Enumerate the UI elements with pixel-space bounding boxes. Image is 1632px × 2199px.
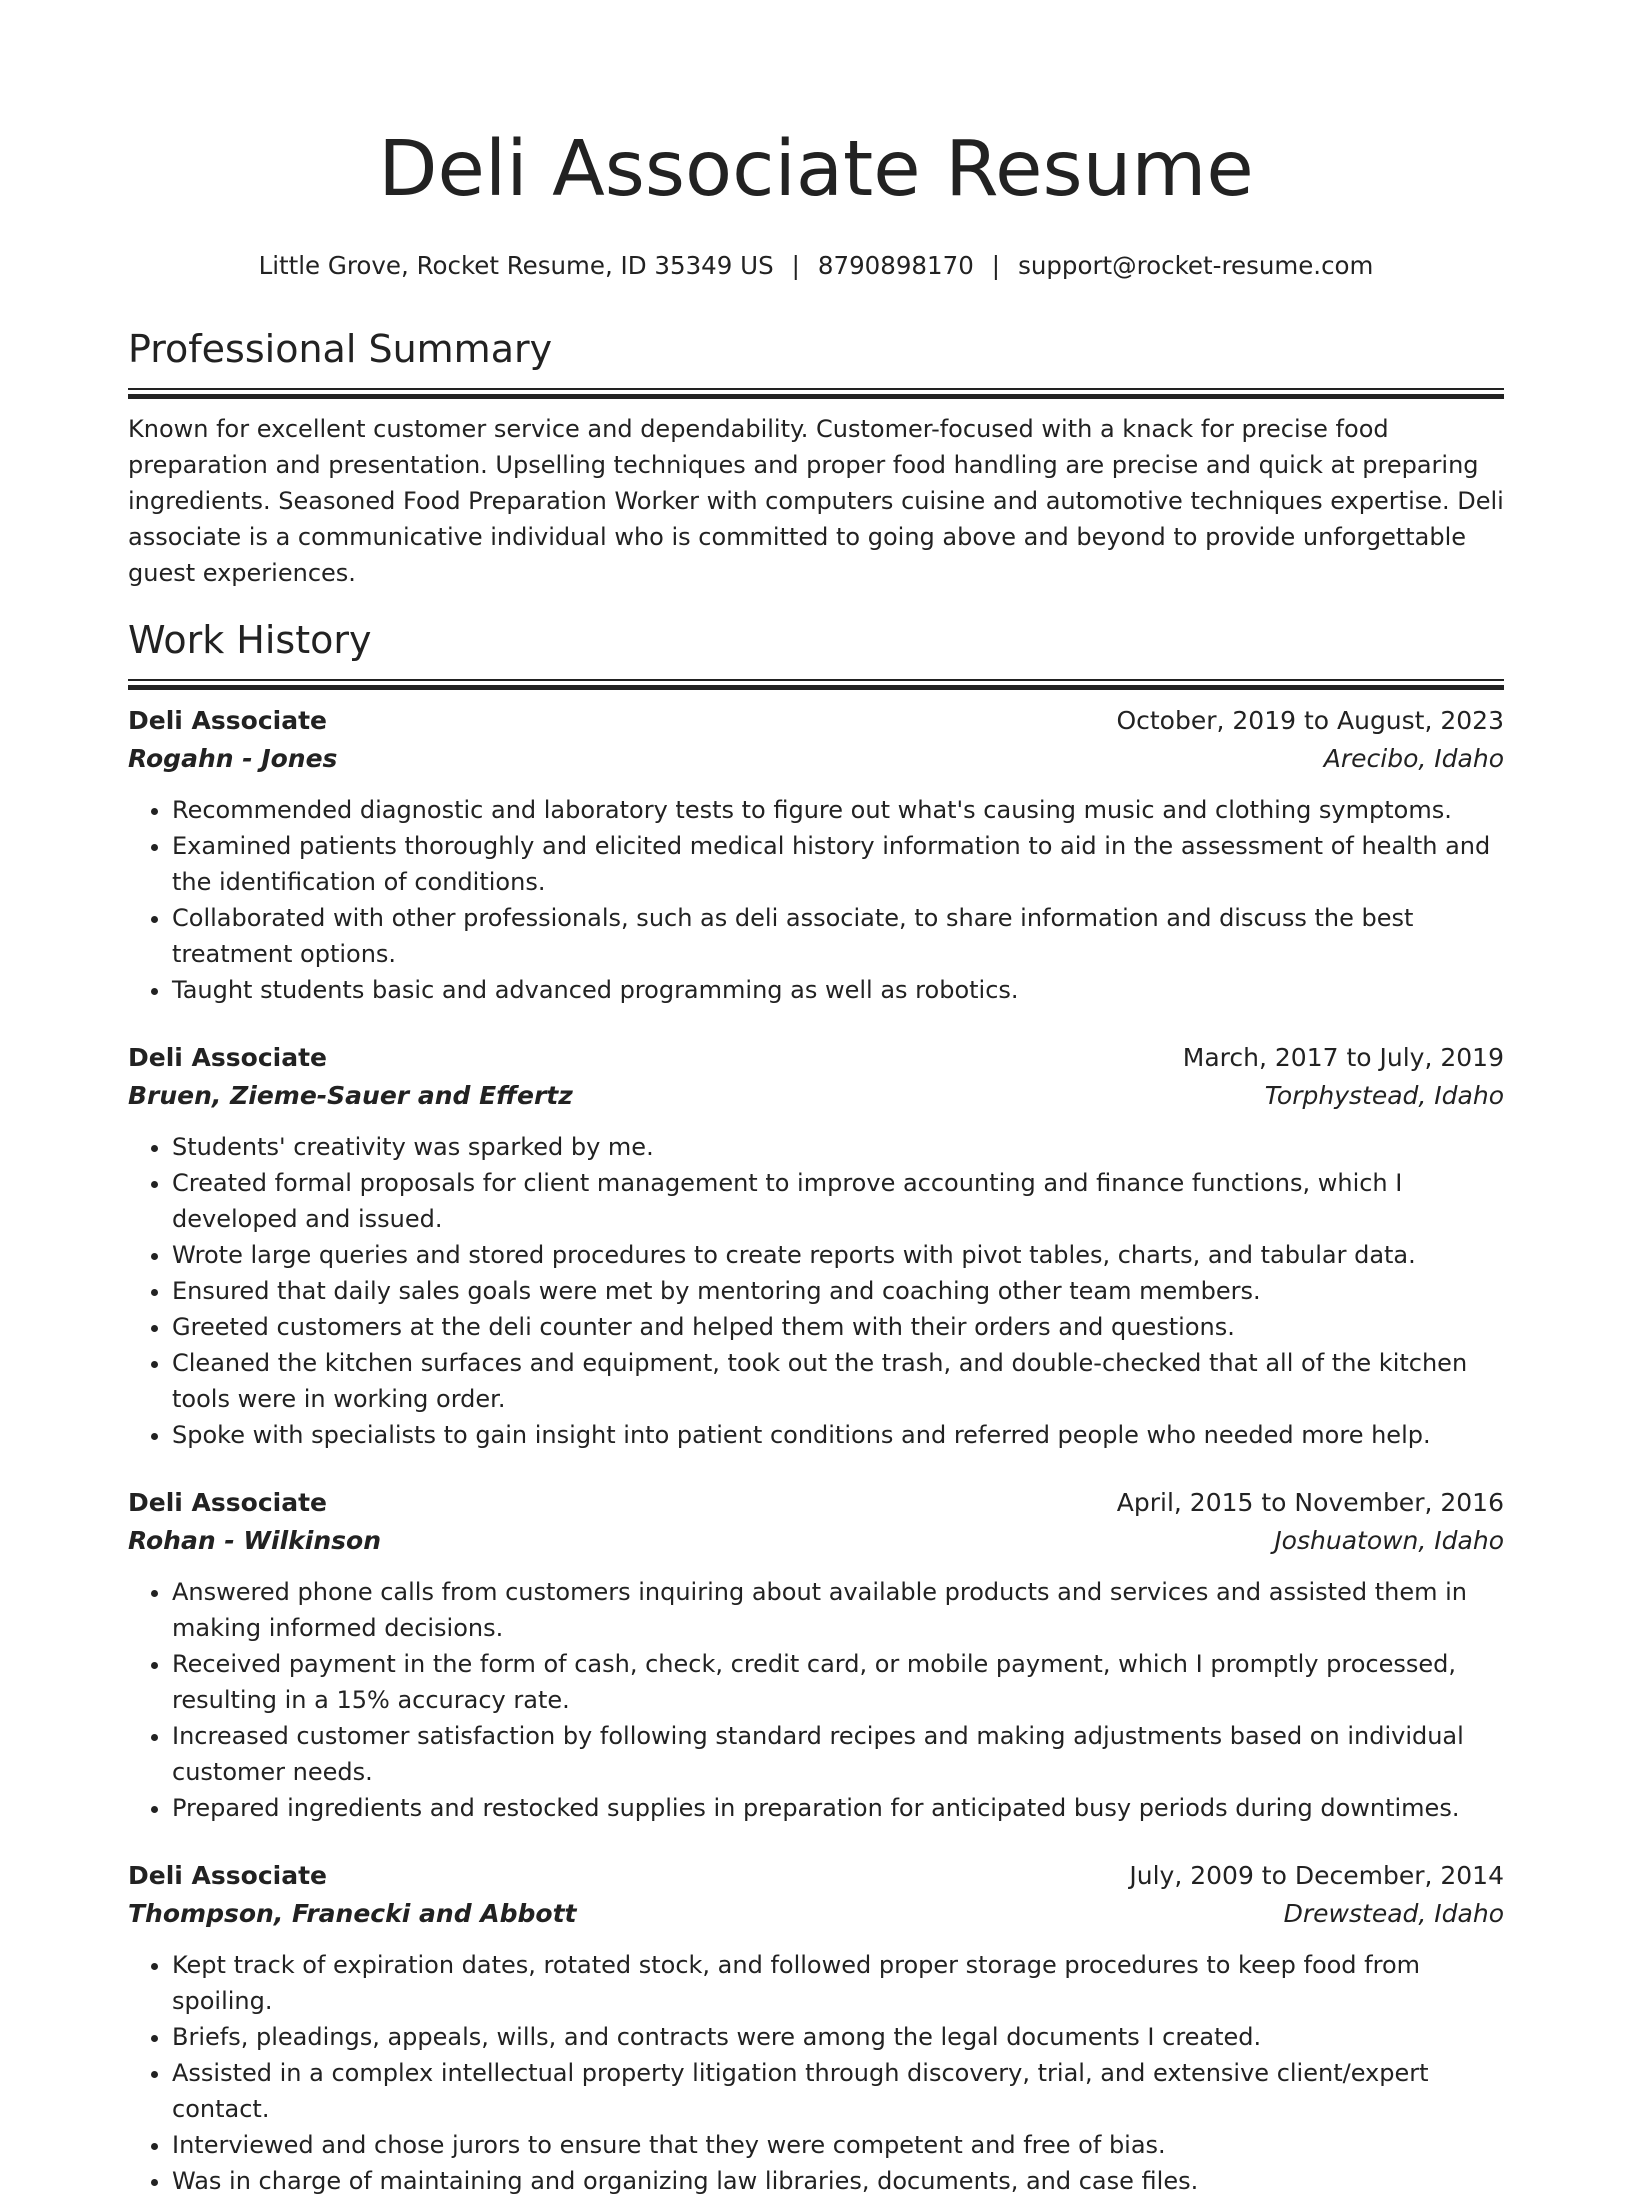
job-entry xyxy=(128,702,1504,1008)
job-bullet: • Spoke with specialists to gain insight into patient conditions and referred people who needed more help. xyxy=(172,1417,1504,1453)
job-company: Rogahn - Jones xyxy=(128,744,338,773)
professional-summary-section xyxy=(128,324,1504,591)
job-bullet: • Prepared ingredients and restocked supplies in preparation for anticipated busy periods during downtimes. xyxy=(172,1790,1504,1826)
job-bullet: • Students' creativity was sparked by me. xyxy=(172,1129,1504,1165)
job-bullet-list xyxy=(128,1129,1504,1453)
job-bullet: • Taught students basic and advanced programming as well as robotics. xyxy=(172,972,1504,1008)
job-location: Drewstead, Idaho xyxy=(1283,1899,1504,1928)
contact-email: support@rocket-resume.com xyxy=(1018,251,1374,280)
job-title: Deli Associate xyxy=(128,1488,327,1517)
section-heading-work-history: Work History xyxy=(128,618,372,662)
job-company: Bruen, Zieme-Sauer and Effertz xyxy=(128,1081,573,1110)
job-bullet: • Interviewed and chose jurors to ensure that they were competent and free of bias. xyxy=(172,2127,1504,2163)
job-bullet: • Collaborated with other professionals, such as deli associate, to share information and discuss the best treatment options. xyxy=(172,900,1504,972)
job-list xyxy=(128,702,1504,2199)
job-company: Rohan - Wilkinson xyxy=(128,1526,381,1555)
contact-separator: | xyxy=(991,251,1001,280)
job-entry xyxy=(128,1484,1504,1826)
job-bullet: • Greeted customers at the deli counter and helped them with their orders and questions. xyxy=(172,1309,1504,1345)
job-bullet: • Assisted in a complex intellectual property litigation through discovery, trial, and extensive client/expert contact. xyxy=(172,2055,1504,2127)
job-header-row xyxy=(128,1857,1504,1895)
job-bullet: • Briefs, pleadings, appeals, wills, and contracts were among the legal documents I created. xyxy=(172,2019,1504,2055)
job-company-row xyxy=(128,1077,1504,1115)
job-location: Torphystead, Idaho xyxy=(1264,1081,1504,1110)
job-bullet-list xyxy=(128,792,1504,1008)
contact-phone: 8790898170 xyxy=(817,251,974,280)
job-bullet: • Increased customer satisfaction by following standard recipes and making adjustments based on individual customer needs. xyxy=(172,1718,1504,1790)
job-bullet: • Recommended diagnostic and laboratory tests to figure out what's causing music and clothing symptoms. xyxy=(172,792,1504,828)
job-bullet: • Kept track of expiration dates, rotated stock, and followed proper storage procedures to keep food from spoiling. xyxy=(172,1947,1504,2019)
contact-line xyxy=(128,248,1504,284)
job-bullet: • Received payment in the form of cash, check, credit card, or mobile payment, which I promptly processed, resulting in a 15% accuracy rate. xyxy=(172,1646,1504,1718)
resume-title: Deli Associate Resume xyxy=(378,125,1254,214)
job-company-row xyxy=(128,1895,1504,1933)
job-title: Deli Associate xyxy=(128,1861,327,1890)
job-dates: July, 2009 to December, 2014 xyxy=(1129,1861,1504,1890)
job-bullet-list xyxy=(128,1947,1504,2199)
section-divider xyxy=(128,388,1504,401)
job-title: Deli Associate xyxy=(128,706,327,735)
contact-separator: | xyxy=(791,251,800,280)
job-dates: March, 2017 to July, 2019 xyxy=(1182,1043,1504,1072)
job-bullet-list xyxy=(128,1574,1504,1826)
job-bullet: • Examined patients thoroughly and elicited medical history information to aid in the assessment of health and the identification of conditions. xyxy=(172,828,1504,900)
section-divider xyxy=(128,679,1504,692)
job-header-row xyxy=(128,1039,1504,1077)
contact-address: Little Grove, Rocket Resume, ID 35349 US xyxy=(258,251,774,280)
job-company-row xyxy=(128,740,1504,778)
job-location: Arecibo, Idaho xyxy=(1323,744,1504,773)
job-bullet: • Wrote large queries and stored procedures to create reports with pivot tables, charts, and tabular data. xyxy=(172,1237,1504,1273)
job-entry xyxy=(128,1039,1504,1453)
job-bullet: • Answered phone calls from customers inquiring about available products and services and assisted them in making informed decisions. xyxy=(172,1574,1504,1646)
job-header-row xyxy=(128,1484,1504,1522)
job-bullet: • Was in charge of maintaining and organizing law libraries, documents, and case files. xyxy=(172,2163,1504,2199)
job-bullet: • Created formal proposals for client management to improve accounting and finance functions, which I developed and issued. xyxy=(172,1165,1504,1237)
job-dates: October, 2019 to August, 2023 xyxy=(1116,706,1504,735)
section-heading-summary: Professional Summary xyxy=(128,327,553,371)
job-location: Joshuatown, Idaho xyxy=(1274,1526,1504,1555)
job-bullet: • Ensured that daily sales goals were met by mentoring and coaching other team members. xyxy=(172,1273,1504,1309)
job-bullet: • Cleaned the kitchen surfaces and equipment, took out the trash, and double-checked that all of the kitchen tools were in working order. xyxy=(172,1345,1504,1417)
job-header-row xyxy=(128,702,1504,740)
job-dates: April, 2015 to November, 2016 xyxy=(1116,1488,1504,1517)
job-entry xyxy=(128,1857,1504,2199)
job-company-row xyxy=(128,1522,1504,1560)
job-title: Deli Associate xyxy=(128,1043,327,1072)
job-company: Thompson, Franecki and Abbott xyxy=(128,1899,577,1928)
summary-text: Known for excellent customer service and dependability. Customer-focused with a knack for precise food preparation and presentation. Upselling techniques and proper food handling are precise and quick at preparing ingredients. Seasoned Food Preparation Worker with computers cuisine and automotive techniques expertise. Deli associate is a communicative individual who is committed to going above and beyond to provide unforgettable guest experiences. xyxy=(128,415,1504,587)
work-history-section xyxy=(128,615,1504,2199)
